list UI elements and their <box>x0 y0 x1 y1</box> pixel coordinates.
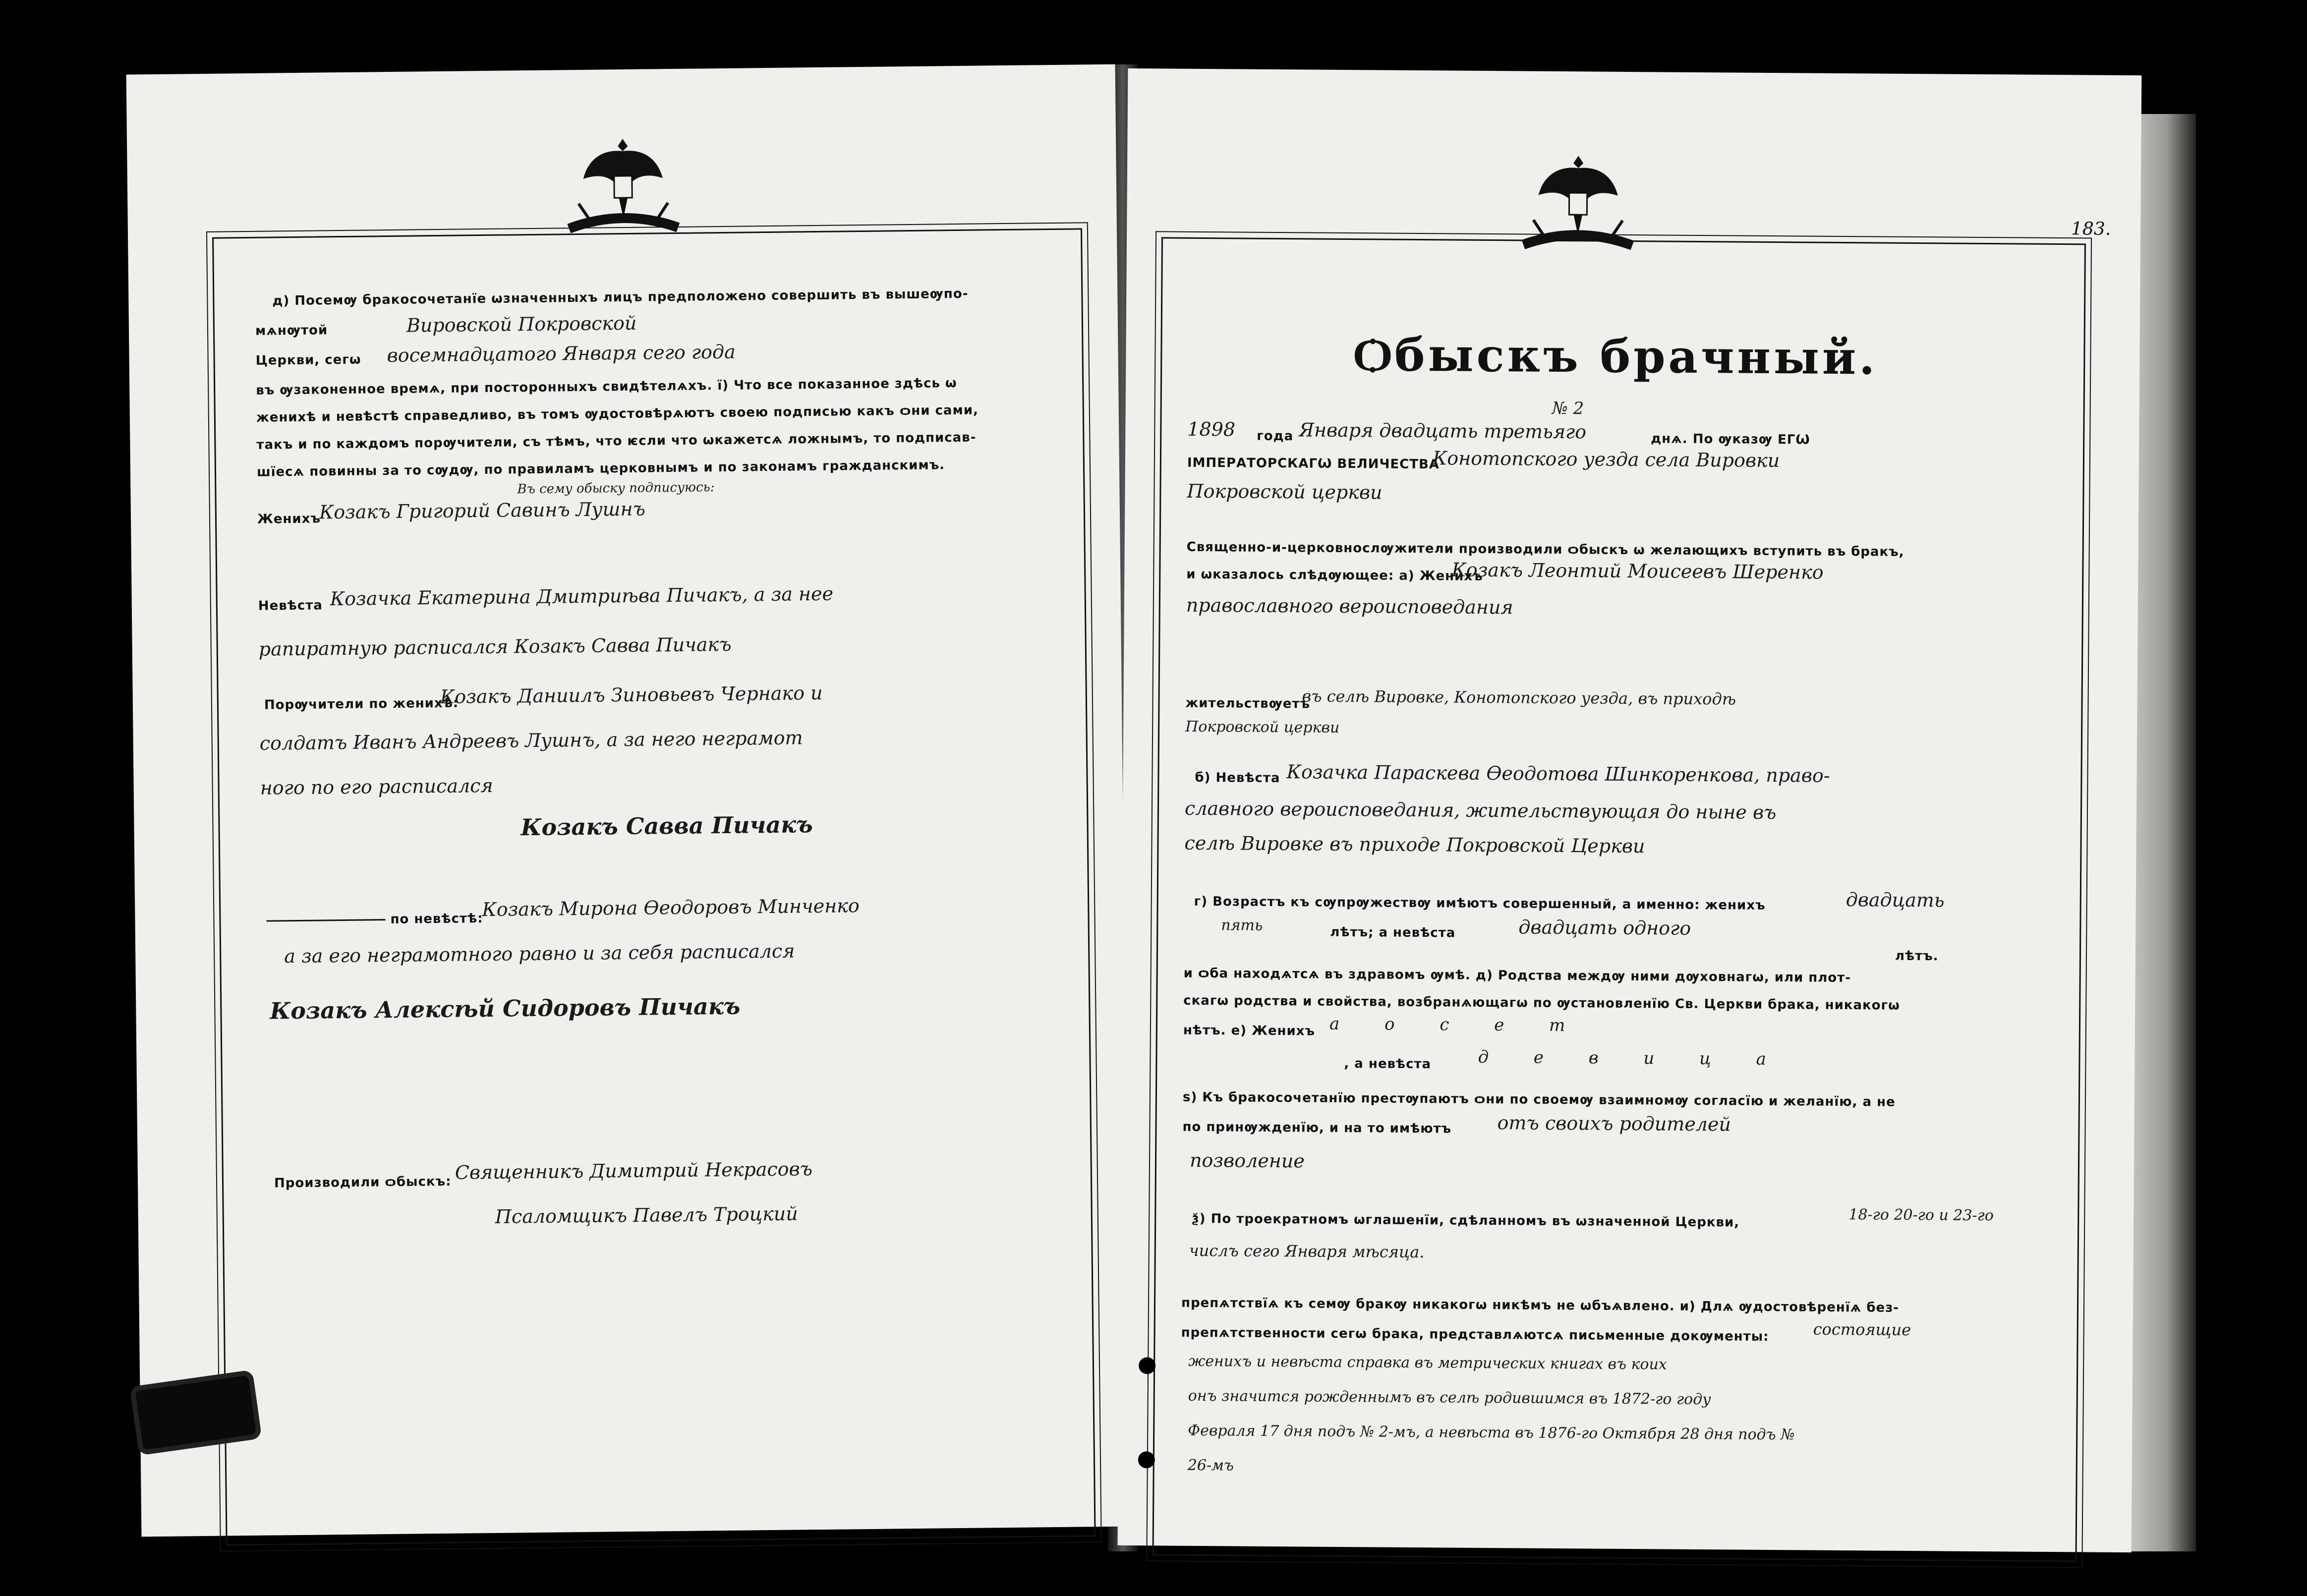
binding-hole <box>1138 1451 1155 1468</box>
documents-handwriting-line2: онъ значится рожденнымъ въ селѣ родившимся въ 1872-го году <box>1188 1387 1711 1409</box>
blank-line <box>266 919 385 922</box>
clause-i-line1: женихѣ и невѣстѣ справедливо, въ томъ ѹдостовѣрѧютъ своею подписью какъ ѻни сами, <box>256 402 979 425</box>
double-headed-eagle-emblem <box>1503 145 1653 270</box>
bride-label: б) Невѣста <box>1195 770 1280 786</box>
groom-guarantors-label: Порѹчители по женихѣ: <box>264 695 459 713</box>
kinship-line2: скагѡ родства и свойства, возбранѧющагѡ по ѹстановленїю Св. Церкви брака, никакогѡ <box>1183 993 1900 1013</box>
church-name-handwriting: Вировской Покровской <box>406 312 637 337</box>
consent-clause-line1: ѕ) Къ бракосочетанїю престѹпаютъ ѻни по своемѹ взаимномѹ согласїю и желанїю, а не <box>1182 1089 1896 1110</box>
permission-handwriting: позволение <box>1189 1149 1305 1172</box>
clause-d-line1: д) Посемѹ бракосочетанїе ѡзначенныхъ лицъ предположено совершить въ вышеѹпо- <box>272 286 969 309</box>
clause-d-line4: въ ѹзаконенное времѧ, при посторонныхъ свидѣтелѧхъ. ї) Что все показанное здѣсь ѡ <box>256 376 957 398</box>
date-handwriting: восемнадцатого Января сего года <box>387 341 736 367</box>
kinship-line1: и ѻба находѧтсѧ въ здравомъ ѹмѣ. д) Родства междѹ ними дѹховнагѡ, или плот- <box>1183 966 1851 986</box>
documents-handwriting-line4: 26-мъ <box>1187 1456 1234 1475</box>
groom-status-handwriting: а о с е т <box>1329 1014 1585 1036</box>
clause-d-line3-label: Церкви, сегѡ <box>255 352 361 368</box>
psalmist-signature: Псаломщикъ Павелъ Троцкий <box>495 1202 798 1228</box>
bride-guarantors-text: по невѣстѣ: <box>390 911 483 927</box>
guarantor-signature: Козакъ Савва Пичакъ <box>520 811 813 841</box>
clerics-line: Священно-и-церковнослѹжители производили ѻбыскъ ѡ желающихъ вступить въ бракъ, <box>1186 539 1904 560</box>
year-label: года <box>1257 428 1294 444</box>
bride-status-handwriting: д е в и ц а <box>1478 1047 1787 1070</box>
bride-guarantor-signature: Козакъ Алексѣй Сидоровъ Пичакъ <box>270 992 741 1025</box>
consent-clause-line2: по принѹжденїю, и на то имѣютъ <box>1182 1119 1452 1137</box>
documents-handwriting-line3: Февраля 17 дня подъ № 2-мъ, а невѣста въ 1876-го Октября 28 дня подъ № <box>1188 1422 1795 1444</box>
marital-status-bride-label: , а невѣста <box>1344 1056 1432 1072</box>
bride-guarantors-line1: Козакъ Мирона Ѳеодоровъ Минченко <box>482 895 860 921</box>
groom-age-handwriting: двадцать <box>1846 889 1945 912</box>
bride-label: Невѣста <box>258 598 323 614</box>
residence-handwriting: въ селѣ Вировке, Конотопского уезда, въ приходѣ <box>1302 686 1736 709</box>
location-handwriting: Конотопского уезда села Вировки <box>1432 447 1780 472</box>
right-page <box>1118 68 2142 1552</box>
left-page-frame <box>212 228 1096 1545</box>
bride-signature-line1: Козачка Екатерина Дмитриѣва Пичакъ, а за нее <box>330 582 834 610</box>
documents-handwriting-line1: женихъ и невѣста справка въ метрических книгах въ коих <box>1188 1352 1667 1373</box>
groom-label: и ѡказалось слѣдѹющее: а) Женихъ <box>1186 567 1483 584</box>
clause-d-line2-label: мѧнѹтой <box>255 323 328 339</box>
groom-guarantors-line2: солдатъ Иванъ Андреевъ Лушнъ, а за него неграмот <box>259 727 803 754</box>
groom-faith-handwriting: православного вероисповедания <box>1186 594 1513 619</box>
residence-label: жительствѹетъ <box>1185 695 1311 712</box>
record-number: № 2 <box>1552 398 1584 419</box>
binding-hole <box>1139 1357 1155 1374</box>
groom-guarantors-line1: Козакъ Даниилъ Зиновьевъ Чернако и <box>440 682 823 708</box>
impediments-line1: препѧтствїѧ къ семѹ бракѹ никакогѡ никѣмъ не ѡбъѧвлено. и) Длѧ ѹдостовѣренїѧ без- <box>1181 1295 1900 1315</box>
priest-signature: Священникъ Димитрий Некрасовъ <box>455 1158 813 1184</box>
groom-name-handwriting: Козакъ Леонтий Моисеевъ Шеренко <box>1451 559 1824 583</box>
banns-clause: ѯ) По троекратномъ ѡглашенїи, сдѣланномъ въ ѡзначенной Церкви, <box>1192 1211 1740 1230</box>
bride-signature-line2: рапиратную расписался Козакъ Савва Пичакъ <box>258 633 732 660</box>
groom-signature: Козакъ Григорий Савинъ Лушнъ <box>319 498 646 523</box>
date-handwriting: Января двадцать третьяго <box>1299 419 1587 443</box>
residence-church-handwriting: Покровской церкви <box>1185 718 1340 737</box>
clause-i-line3: шїесѧ повинны за то сѹдѹ, по правиламъ церковнымъ и по законамъ гражданскимъ. <box>256 457 945 480</box>
bride-residence-handwriting: селѣ Вировке въ приходе Покровской Церкви <box>1184 832 1645 857</box>
signing-note-handwriting: Въ сему обыску подписуюсь: <box>517 480 715 497</box>
page-number: 183. <box>2071 219 2111 239</box>
marital-status-groom-label: нѣтъ. е) Женихъ <box>1183 1023 1316 1039</box>
bride-guarantors-line2: а за его неграмотного равно и за себя расписался <box>284 940 795 968</box>
groom-guarantors-line3: ного по его расписался <box>260 774 493 799</box>
banns-month-handwriting: числъ сего Января мѣсяца. <box>1189 1241 1425 1262</box>
impediments-line2: препѧтственности сегѡ брака, представлѧютсѧ письменные докѹменты: <box>1181 1325 1769 1344</box>
bride-guarantors-label <box>266 911 483 928</box>
bride-name-handwriting: Козачка Параскева Ѳеодотова Шинкоренкова, право- <box>1286 761 1830 787</box>
year-handwriting: 1898 <box>1187 418 1236 441</box>
groom-age-handwriting-2: пять <box>1221 916 1263 934</box>
documents-handwriting: состоящие <box>1813 1319 1911 1339</box>
majesty-label: ІМПЕРАТОРСКАГѠ ВЕЛИЧЕСТВА <box>1187 455 1440 472</box>
groom-label: Женихъ <box>257 511 321 527</box>
examiners-label: Производили ѻбыскъ: <box>274 1174 452 1191</box>
bride-age-handwriting: двадцать одного <box>1518 916 1691 939</box>
clause-i-line2: такъ и по каждомъ порѹчители, съ тѣмъ, что ѥсли что ѡкажетсѧ ложнымъ, то подписав- <box>256 430 977 453</box>
document-title: Ѻбыскъ брачный. <box>1354 328 1878 385</box>
left-page <box>126 64 1131 1537</box>
parents-consent-handwriting: отъ своихъ родителей <box>1497 1112 1731 1136</box>
age-clause-line1: г) Возрастъ къ сѹпрѹжествѹ имѣютъ совершенный, а именно: женихъ <box>1194 894 1766 913</box>
years-label: лѣтъ. <box>1895 948 1939 964</box>
church-handwriting: Покровской церкви <box>1187 480 1383 504</box>
age-clause-line2: лѣтъ; а невѣста <box>1330 924 1456 941</box>
double-headed-eagle-emblem <box>548 128 698 253</box>
bride-faith-handwriting: славного вероисповедания, жительствующая до ныне въ <box>1184 797 1777 824</box>
decree-label: днѧ. По ѹказѹ ЕГѠ <box>1651 431 1810 448</box>
banns-dates-handwriting: 18-го 20-го и 23-го <box>1848 1206 1994 1225</box>
